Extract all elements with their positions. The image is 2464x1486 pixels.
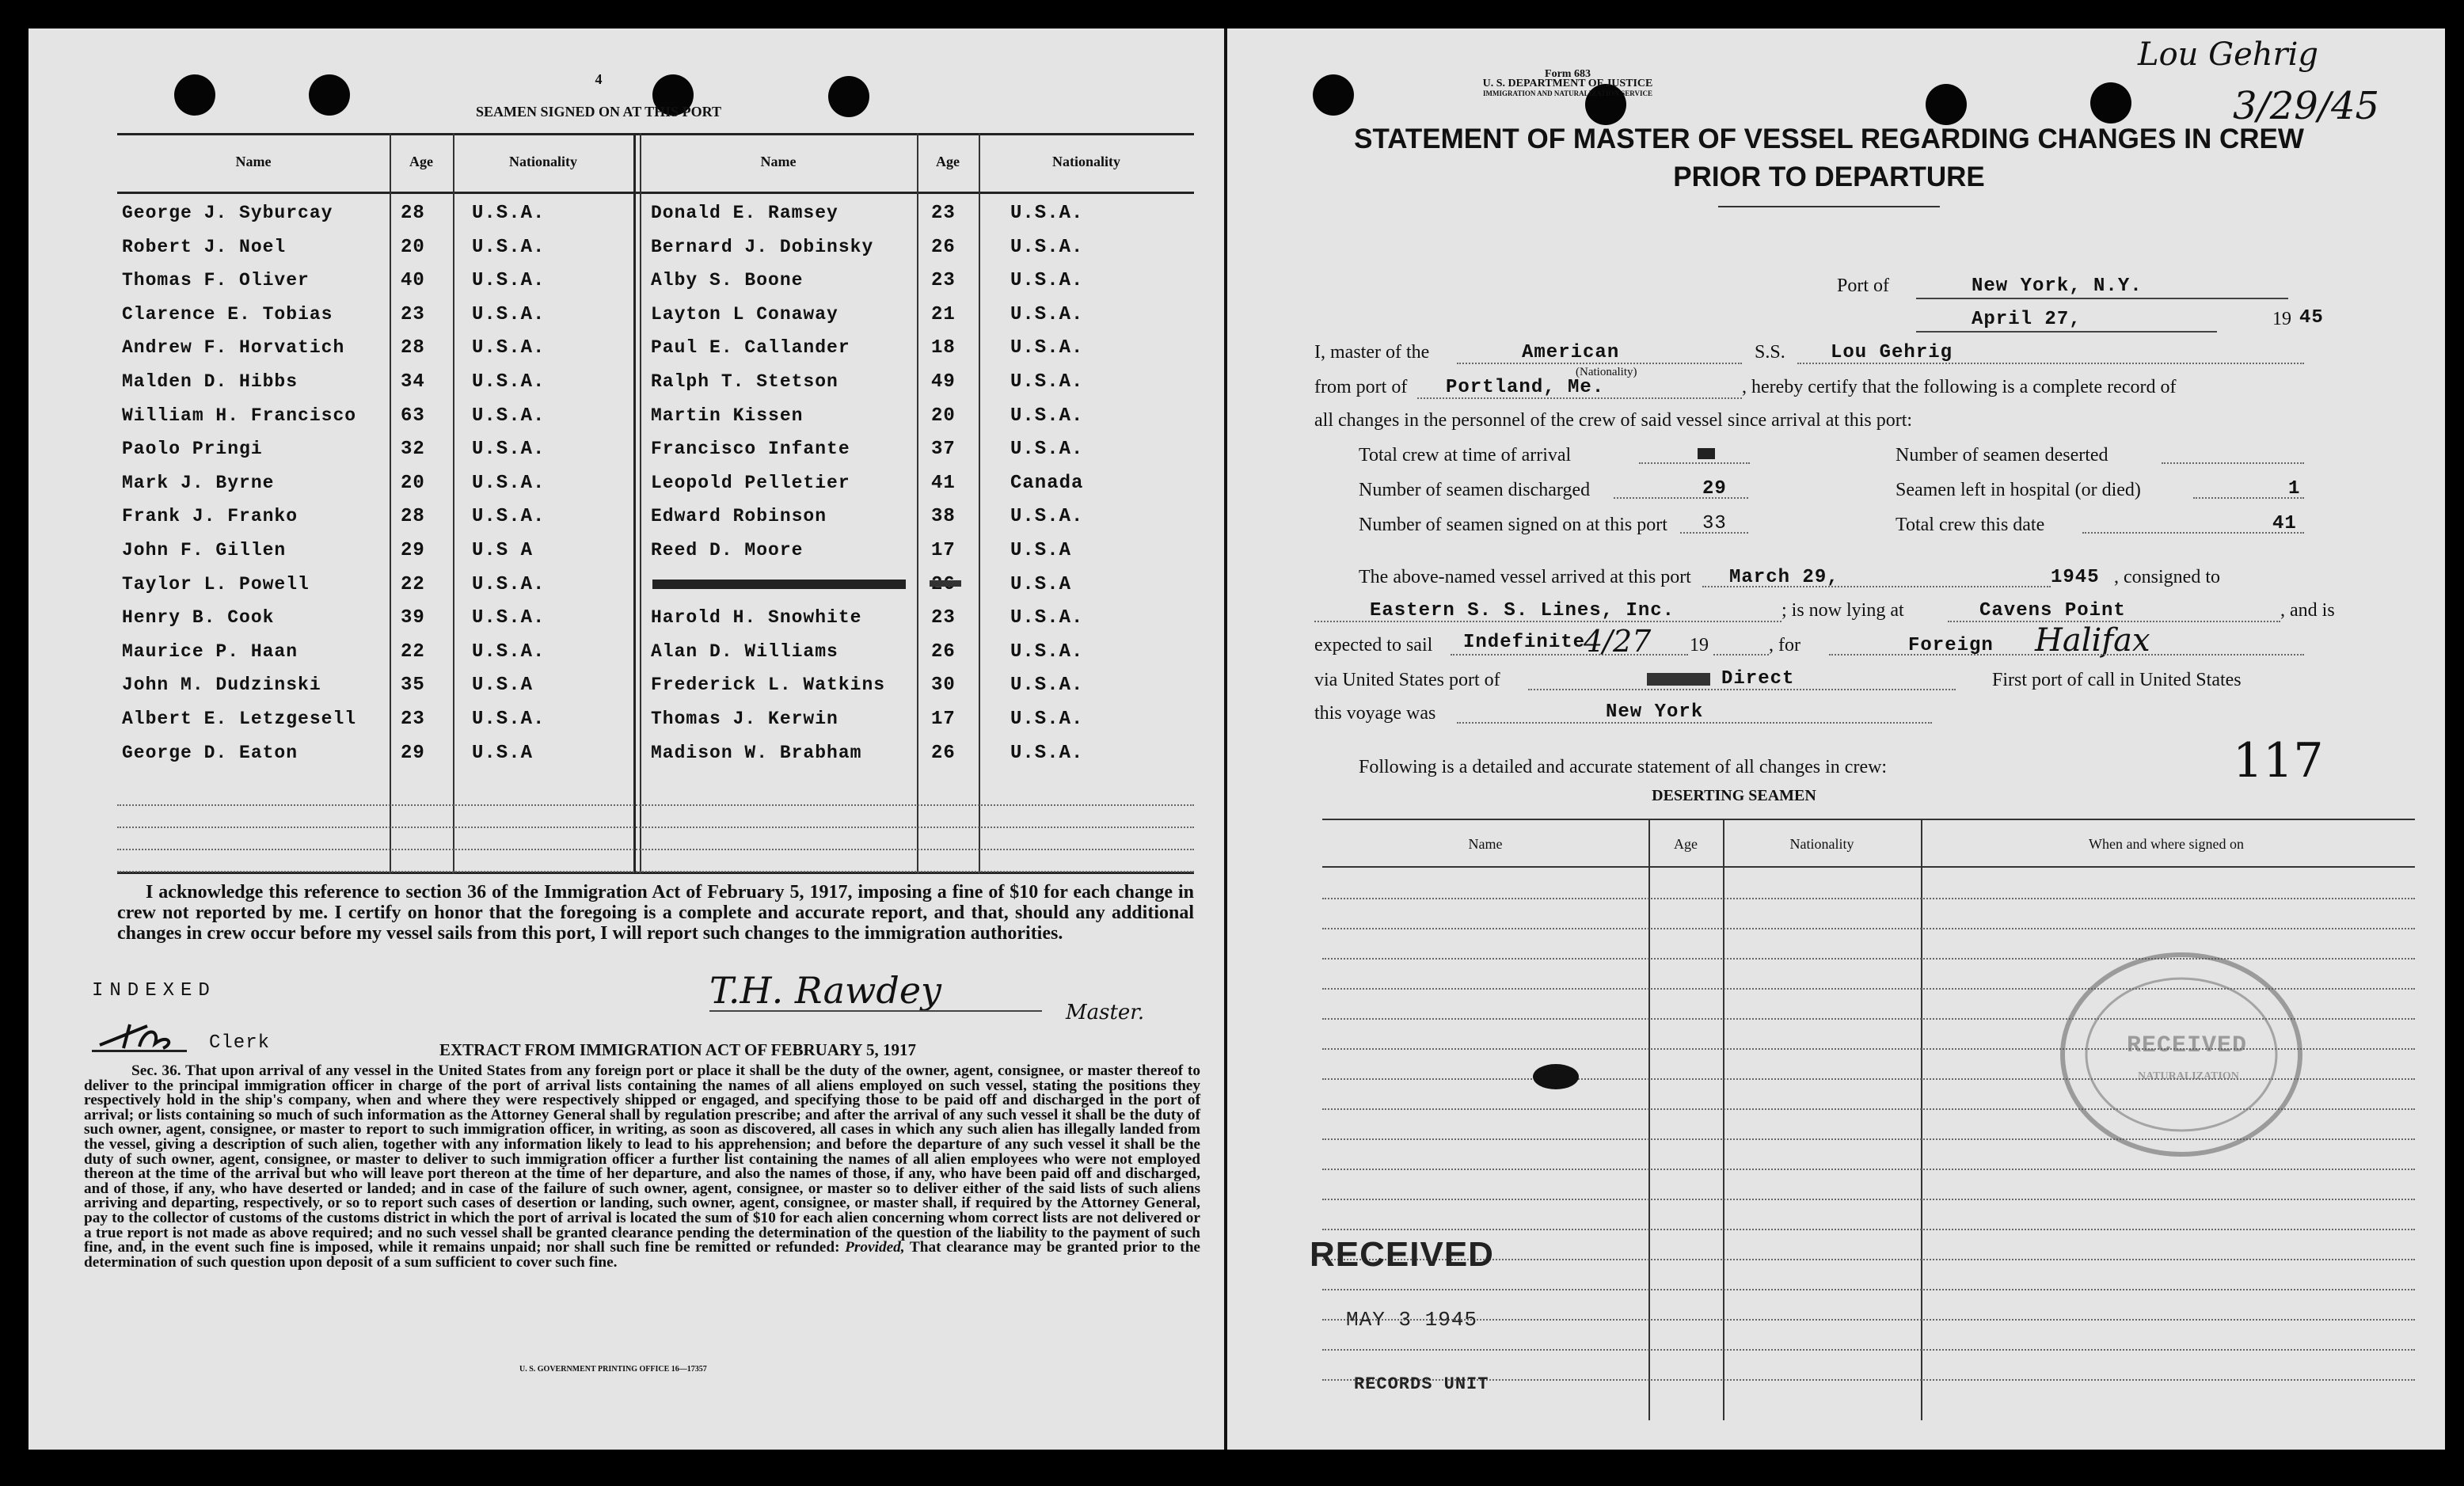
crew-nationality-cell: U.S.A. (1010, 203, 1084, 224)
crew-name-cell: Andrew F. Horvatich (122, 337, 345, 359)
col-header-age: Age (409, 154, 433, 169)
crew-age-cell: 28 (401, 337, 425, 359)
table-title: SEAMEN SIGNED ON AT THIS PORT (476, 104, 721, 120)
crew-name-cell: William H. Francisco (122, 405, 357, 426)
from-port-label: from port of (1314, 377, 1408, 397)
deserting-row-line (1322, 928, 2415, 929)
crew-nationality-cell: U.S A (472, 540, 534, 561)
section-36-text (84, 1064, 1200, 1270)
via-label: via United States port of (1314, 670, 1500, 690)
crew-name-cell: George D. Eaton (122, 742, 298, 763)
crew-nationality-cell: U.S.A. (472, 203, 546, 224)
crew-nationality-cell: U.S.A. (472, 236, 546, 258)
crew-nationality-cell: U.S.A. (472, 270, 546, 292)
crew-nationality-cell: U.S.A. (472, 506, 546, 528)
crew-name-cell: Taylor L. Powell (122, 573, 310, 595)
section-provided: Provided, (845, 1239, 905, 1256)
table-top-rule (117, 133, 1194, 135)
ss-label: S.S. (1755, 342, 1785, 363)
printer-line: U. S. GOVERNMENT PRINTING OFFICE 16—17357 (519, 1365, 707, 1374)
form-title (1306, 120, 2352, 196)
service: IMMIGRATION AND NATURALIZATION SERVICE (1483, 89, 1652, 97)
expected-handwritten: 4/27 (1584, 624, 1652, 659)
via-value: Direct (1721, 668, 1795, 690)
lying-value: Cavens Point (1979, 600, 2126, 621)
year-19-label: 19 (1690, 635, 1709, 656)
crew-age-cell: 23 (401, 709, 425, 730)
crew-name-cell: Alan D. Williams (651, 640, 838, 662)
crew-name-cell: Edward Robinson (651, 506, 827, 527)
crew-name-cell: Albert E. Letzgesell (122, 709, 357, 729)
received-date-stamp: MAY 3 1945 (1346, 1308, 1478, 1332)
crew-nationality-cell: U.S.A. (472, 337, 546, 359)
crew-nationality-cell: U.S.A. (472, 640, 546, 663)
form-title-line2: PRIOR TO DEPARTURE (1673, 162, 1985, 192)
records-unit-stamp: RECORDS UNIT (1354, 1374, 1489, 1394)
via-crossed-out (1647, 673, 1710, 686)
from-port-value: Portland, Me. (1446, 377, 1605, 398)
col-header-age: Age (936, 154, 960, 169)
expected-label: expected to sail (1314, 635, 1433, 656)
strikethrough-mark (930, 580, 961, 587)
crew-name-cell: Mark J. Byrne (122, 472, 275, 493)
punch-hole (2090, 82, 2131, 124)
crew-name-cell: Reed D. Moore (651, 540, 804, 561)
indexed-stamp: INDEXED (92, 980, 216, 1001)
signed-on-value: 33 (1702, 513, 1727, 534)
crew-age-cell: 30 (931, 675, 956, 697)
crew-nationality-cell: U.S.A. (1010, 640, 1084, 663)
crew-nationality-cell: U.S.A (472, 742, 534, 764)
crew-age-cell: 29 (401, 742, 425, 764)
crew-nationality-cell: U.S.A. (1010, 675, 1084, 697)
master-label: Master. (1066, 1001, 1145, 1024)
crew-age-cell: 63 (401, 405, 425, 427)
crew-name-cell: Leopold Pelletier (651, 472, 850, 493)
following-text: Following is a detailed and accurate statement of all changes in crew: (1359, 757, 1888, 777)
crew-name-cell: George J. Syburcay (122, 203, 333, 223)
page-number: 4 (595, 71, 603, 87)
certify-text: , hereby certify that the following is a complete record of (1742, 377, 2177, 397)
crew-age-cell: 34 (401, 371, 425, 393)
col-header-nationality: Nationality (508, 154, 577, 169)
nationality-caption: (Nationality) (1576, 366, 1637, 378)
crew-nationality-cell: U.S.A. (472, 303, 546, 325)
crew-age-cell: 21 (931, 303, 956, 325)
certify-text-2: all changes in the personnel of the crew of said vessel since arrival at this port: (1314, 410, 1913, 431)
crew-nationality-cell: U.S.A. (472, 472, 546, 494)
year-prefix: 19 (2272, 309, 2291, 329)
acknowledgement-text: I acknowledge this reference to section 36 of the Immigration Act of February 5, 1917, imposing a fine of $10 for each change in crew not reported by me. I certify on honor that the foregoing is a complete and accurate report, and that, should any additional changes in crew occur before my vessel sails from this port, I will report such changes to the immigration authorities. (117, 882, 1194, 944)
crew-age-cell: 18 (931, 337, 956, 359)
deserting-row-line (1322, 1289, 2415, 1290)
crew-name-cell: Harold H. Snowhite (651, 607, 862, 629)
punch-hole (1313, 74, 1354, 116)
for-handwritten: Halifax (2035, 622, 2150, 659)
crew-nationality-cell: U.S.A. (1010, 607, 1084, 629)
crew-name-cell: Henry B. Cook (122, 607, 275, 629)
crew-nationality-cell: U.S.A. (1010, 405, 1084, 427)
crew-nationality-cell: U.S.A. (1010, 337, 1084, 359)
consignee-value: Eastern S. S. Lines, Inc. (1370, 600, 1675, 621)
crew-nationality-cell: U.S.A. (472, 371, 546, 393)
crew-nationality-cell: U.S.A. (472, 573, 546, 595)
crew-age-cell: 20 (401, 472, 425, 494)
section-end: That clearance may be granted prior to the determination of such question upon deposit of a sum sufficient to cover such fine. (84, 1239, 1200, 1271)
stamp-text: RECEIVED (2127, 1032, 2248, 1059)
port-of-label: Port of (1837, 276, 1889, 296)
crew-nationality-cell: U.S.A. (472, 439, 546, 461)
crew-nationality-cell: U.S.A. (472, 709, 546, 730)
empty-row-line (117, 804, 1194, 806)
empty-row-line (117, 827, 1194, 828)
crew-name-cell: Layton L Conaway (651, 303, 838, 325)
crew-age-cell: 20 (401, 236, 425, 258)
empty-row-line (117, 849, 1194, 850)
crew-age-cell: 17 (931, 540, 956, 561)
total-arrival-label: Total crew at time of arrival (1359, 445, 1572, 466)
crew-age-cell: 37 (931, 439, 956, 461)
crew-age-cell: 35 (401, 675, 425, 697)
deserting-header-name: Name (1468, 836, 1503, 852)
crew-name-cell: Martin Kissen (651, 405, 804, 426)
col-header-name: Name (235, 154, 272, 169)
ss-value: Lou Gehrig (1831, 342, 1953, 363)
crew-name-cell: Thomas J. Kerwin (651, 709, 838, 729)
department: U. S. DEPARTMENT OF JUSTICE (1482, 78, 1653, 89)
crew-age-cell: 40 (401, 270, 425, 292)
right-page (1224, 29, 2445, 1450)
form-number: Form 683 (1545, 68, 1591, 80)
deserting-header-nationality: Nationality (1789, 836, 1854, 852)
deserting-title: DESERTING SEAMEN (1652, 787, 1816, 804)
for-label: , for (1769, 635, 1800, 656)
deserted-label: Number of seamen deserted (1896, 445, 2108, 466)
form-title-line1: STATEMENT OF MASTER OF VESSEL REGARDING CHANGES IN CREW (1354, 124, 2304, 154)
handwritten-date: 3/29/45 (2233, 84, 2380, 128)
crew-nationality-cell: U.S.A. (1010, 236, 1084, 258)
clerk-initials-mark (92, 1020, 187, 1052)
crew-age-cell: 23 (401, 303, 425, 325)
and-is-label: , and is (2280, 600, 2335, 621)
handwritten-vessel-name: Lou Gehrig (2138, 36, 2319, 73)
deserting-row-line (1322, 1319, 2415, 1321)
crew-nationality-cell: U.S.A. (1010, 709, 1084, 730)
arrived-value: March 29, (1729, 567, 1839, 588)
ink-blot (1533, 1064, 1579, 1089)
crew-nationality-cell: U.S.A. (1010, 371, 1084, 393)
deserting-row-line (1322, 1169, 2415, 1170)
crew-age-cell: 26 (931, 742, 956, 764)
crew-name-cell: John F. Gillen (122, 540, 287, 561)
crew-nationality-cell: U.S.A. (1010, 742, 1084, 764)
deserting-row-line (1322, 1229, 2415, 1230)
crew-nationality-cell: U.S.A. (472, 405, 546, 427)
received-stamp: RECEIVED (1310, 1235, 1494, 1274)
lying-label: ; is now lying at (1781, 600, 1904, 621)
crew-name-cell: Madison W. Brabham (651, 742, 862, 763)
empty-row-line (117, 871, 1194, 872)
crew-age-cell: 20 (931, 405, 956, 427)
section-body: That upon arrival of any vessel in the United States from any foreign port or place it shall be the duty of the owner, agent, consignee, or master thereof to deliver to the principal immigration officer in charge of the port of arrival lists containing the names of all aliens employed on such vessel, stating the positions they respectively hold in the ship's company, when and where they were respectively shipped or engaged, and specifying those to be paid off and discharged in the port of arrival; or lists containing so much of such information as the Attorney General shall by regulation prescribe; and after the arrival of any such vessel it shall be the duty of such owner, agent, consignee, or master to report to such immigration officer, in writing, as soon as discovered, all cases in which any such alien has illegally landed from the vessel, giving a description of such alien, together with any information likely to lead to his apprehension; and before the departure of any such vessel it shall be the duty of such owner, agent, consignee, or master to deliver to such immigration officer a further list containing the names of all alien employees who were not employed thereon at the time of the arrival but who will leave port thereon at the time of her departure, and also the names of those, if any, who have been paid off and discharged, and of those, if any, who have deserted or landed; and in case of the failure of such owner, agent, consignee, or master so to deliver either of the said lists of such aliens arriving and departing, respectively, or so to report such cases of desertion or landing, such owner, agent, consignee, or master shall, if required by the Attorney General, pay to the collector of customs of the customs district in which the port of arrival is located the sum of $10 for each alien concerning whom correct lists are not delivered or a true report is not made as above required; and no such vessel shall be granted clearance pending the determination of the question of the liability to the payment of such fine, and, in the event such fine is imposed, while it remains unpaid; nor shall such fine be remitted or refunded: (84, 1062, 1200, 1256)
punch-hole (828, 76, 869, 117)
crew-nationality-cell: Canada (1010, 472, 1084, 494)
strikethrough-mark (652, 580, 906, 589)
col-header-name: Name (760, 154, 797, 169)
for-value: Foreign (1908, 635, 1994, 656)
crew-name-cell: Clarence E. Tobias (122, 303, 333, 325)
crew-age-cell: 39 (401, 607, 425, 629)
discharged-value: 29 (1702, 478, 1727, 500)
hospital-label: Seamen left in hospital (or died) (1896, 480, 2141, 500)
crew-name-cell: Robert J. Noel (122, 236, 287, 257)
crew-age-cell: 17 (931, 709, 956, 730)
handwritten-number: 117 (2233, 733, 2324, 789)
master-signature: T.H. Rawdey (709, 969, 942, 1012)
deserting-row-line (1322, 898, 2415, 899)
voyage-value: New York (1606, 701, 1704, 723)
deserting-header-when-where: When and where signed on (2089, 836, 2244, 852)
crew-age-cell: 28 (401, 203, 425, 224)
deserting-header-age: Age (1674, 836, 1698, 852)
crew-nationality-cell: U.S.A. (1010, 506, 1084, 528)
table-header-rule (117, 192, 1194, 194)
crew-name-cell: Frederick L. Watkins (651, 675, 886, 696)
crew-name-cell: Alby S. Boone (651, 270, 804, 291)
total-date-label: Total crew this date (1896, 515, 2045, 535)
extract-title: EXTRACT FROM IMMIGRATION ACT OF FEBRUARY 5, 1917 (439, 1040, 917, 1059)
crew-name-cell: Paul E. Callander (651, 337, 850, 359)
section-label: Sec. 36. (131, 1062, 181, 1079)
deserting-row-line (1322, 1349, 2415, 1351)
master-of-label: I, master of the (1314, 342, 1430, 363)
total-date-value: 41 (2272, 513, 2297, 534)
port-of-value: New York, N.Y. (1972, 276, 2143, 297)
arrived-label: The above-named vessel arrived at this port (1359, 567, 1691, 587)
crew-age-cell: 26 (931, 640, 956, 663)
consigned-label: , consigned to (2114, 567, 2220, 587)
crew-nationality-cell: U.S.A (1010, 573, 1072, 595)
crew-age-cell: 29 (401, 540, 425, 561)
crew-name-cell: Donald E. Ramsey (651, 203, 838, 223)
arrived-year: 1945 (2051, 567, 2100, 588)
crew-age-cell: 22 (401, 640, 425, 663)
deserting-row-line (1322, 1199, 2415, 1200)
handwritten-initials (92, 1020, 187, 1051)
crew-nationality-cell: U.S.A. (1010, 439, 1084, 461)
crew-age-cell: 32 (401, 439, 425, 461)
crew-age-cell: 23 (931, 203, 956, 224)
year-value: 45 (2299, 307, 2324, 329)
crew-age-cell: 22 (401, 573, 425, 595)
received-circular-stamp (2051, 944, 2312, 1165)
punch-hole (309, 74, 350, 116)
crew-name-cell: John M. Dudzinski (122, 675, 321, 696)
col-header-nationality: Nationality (1051, 154, 1120, 169)
expected-value: Indefinite (1463, 632, 1586, 653)
stamp-subtext: NATURALIZATION (2138, 1070, 2239, 1082)
crew-age-cell: 26 (931, 236, 956, 258)
crew-age-cell: 38 (931, 506, 956, 528)
form-header (1449, 70, 1686, 98)
crew-name-cell: Paolo Pringi (122, 439, 263, 460)
total-arrival-value-mark (1698, 448, 1715, 459)
crew-nationality-cell: U.S.A (1010, 540, 1072, 561)
crew-nationality-cell: U.S.A (472, 675, 534, 697)
date-value: April 27, (1972, 309, 2082, 330)
crew-nationality-cell: U.S.A. (472, 607, 546, 629)
punch-hole (174, 74, 215, 116)
discharged-label: Number of seamen discharged (1359, 480, 1591, 500)
left-page (29, 29, 1227, 1450)
nationality-value: American (1522, 342, 1620, 363)
crew-age-cell: 23 (931, 270, 956, 292)
punch-hole (1926, 84, 1967, 125)
crew-age-cell: 41 (931, 472, 956, 494)
crew-name-cell: Malden D. Hibbs (122, 371, 298, 392)
crew-nationality-cell: U.S.A. (1010, 270, 1084, 292)
signed-on-label: Number of seamen signed on at this port (1359, 515, 1667, 535)
crew-name-cell: Ralph T. Stetson (651, 371, 838, 392)
clerk-label: Clerk (209, 1032, 271, 1054)
crew-name-cell: Frank J. Franko (122, 506, 298, 527)
crew-name-cell: Bernard J. Dobinsky (651, 236, 874, 257)
crew-age-cell: 23 (931, 607, 956, 629)
hospital-value: 1 (2288, 478, 2301, 500)
voyage-label: this voyage was (1314, 703, 1436, 724)
first-port-label: First port of call in United States (1992, 670, 2242, 690)
crew-age-cell: 28 (401, 506, 425, 528)
crew-nationality-cell: U.S.A. (1010, 303, 1084, 325)
crew-name-cell: Francisco Infante (651, 439, 850, 460)
crew-age-cell: 49 (931, 371, 956, 393)
crew-name-cell: Maurice P. Haan (122, 640, 298, 662)
crew-name-cell: Thomas F. Oliver (122, 270, 310, 291)
